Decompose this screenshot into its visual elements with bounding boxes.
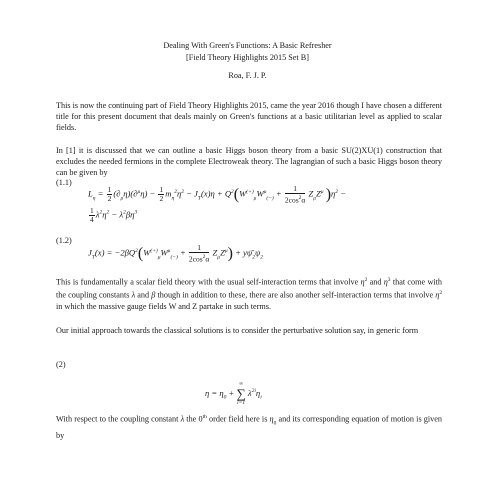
paragraph-4: Our initial approach towards the classical solutions is to consider the perturbative solution say, in generic form — [56, 326, 419, 335]
doc-title: Dealing With Green's Functions: A Basic Refresher — [163, 41, 332, 50]
paragraph-3: This is fundamentally a scalar field theory with the usual self-interaction terms that involve $\eta^2$ and $\eta^3$ that come with the coupling constants λ and β though in addition to these, there are also another self-interaction terms that involve $\eta^2$ in which the massive gauge fields W and Z partake in such terms. — [56, 277, 443, 311]
paragraph-1: This is now the continuing part of Field Theory Highlights 2015, came the year 2016 though I have chosen a different title for this present document that deals mainly on Green's functions at a basic utilitarian level as applied to scalar fields. — [56, 101, 443, 133]
equation-2: $\eta = \eta_0$ + ∞ ∑ i=1 $\lambda^{2i}\eta_i$ — [205, 381, 262, 406]
paragraph-5: With respect to the coupling constant λ the 0th order field here is $\eta_0$ and its corresponding equation of motion is given by — [56, 414, 442, 440]
equation-1-2: $J_T(x) = -2\beta Q^2(W^{(+)}_\mu W^\mu_{(-)}$ + $\frac{1}{2\cos^2\alpha}$ $Z_\mu Z^\mu$) + $y\psī_2\psi_2$ — [88, 243, 264, 264]
equation-label-2: (2) — [56, 360, 66, 369]
equation-label-1-2: (1.2) — [56, 236, 72, 245]
paragraph-2: In [1] it is discussed that we can outline a basic Higgs boson theory from a basic SU(2)XU(1) construction that excludes the needed fermions in the complete Electroweak theory. The lagrangian of such a basic Higgs boson theory can be given by — [56, 146, 442, 178]
equation-1-1-line1: $L_\eta$ = $\frac{1}{2}$ $(\partial_\mu\eta)(\partial^\mu\eta)$ − $\frac{1}{2}$ $m_\eta^2\eta^2 - J_T(x)\eta + Q^2(W^{(+)}_\mu W^\mu_{(-)}$ + $\frac{1}{2\cos^2\alpha}$ $Z_\mu Z^\mu$ )$\eta^2$ − — [88, 184, 346, 205]
doc-author: Roa, F. J. P. — [228, 71, 267, 80]
equation-1-1-line2: $\frac{1}{4}$ $\lambda^2\eta^2 - \lambda^2\beta\eta^3$ — [90, 206, 138, 224]
equation-label-1-1: (1.1) — [56, 178, 72, 187]
doc-series: [Field Theory Highlights 2015 Set B] — [186, 53, 309, 62]
